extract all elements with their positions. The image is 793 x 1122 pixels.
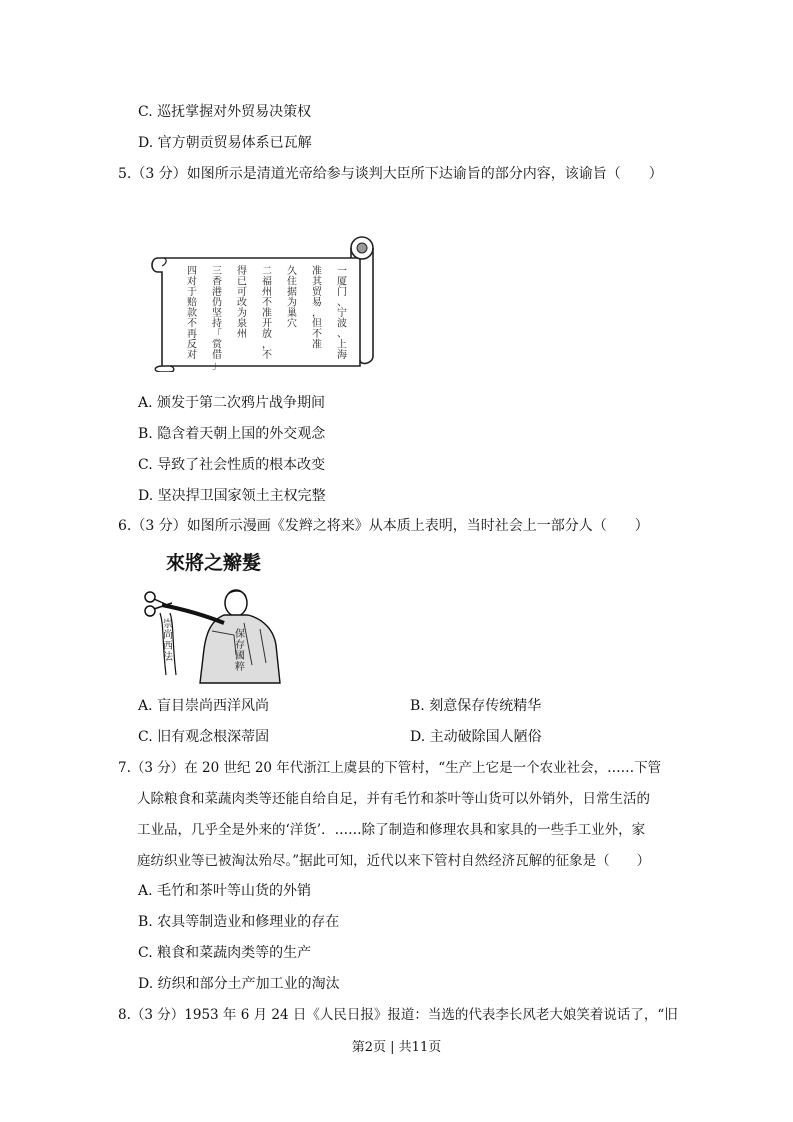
q5-option-c: C. 导致了社会性质的根本改变 <box>138 457 326 473</box>
scroll-column-6: 三香港仍坚持「赏借」 <box>212 266 222 372</box>
scroll-column-1: 一厦门、宁波、上海 <box>337 266 347 361</box>
q6-option-c: C. 旧有观念根深蒂固 <box>138 729 270 745</box>
q6-option-a: A. 盲目崇尚西洋风尚 <box>138 698 270 714</box>
scroll-column-5: 得已可改为泉州 <box>237 266 247 340</box>
q7-option-c: C. 粮食和菜蔬肉类等的生产 <box>138 945 312 961</box>
q6-option-b: B. 刻意保存传统精华 <box>410 698 542 714</box>
q5-option-b: B. 隐含着天朝上国的外交观念 <box>138 426 326 442</box>
q5-option-d: D. 坚决捍卫国家领土主权完整 <box>138 488 326 504</box>
q5-stem: 5.（3 分）如图所示是清道光帝给参与谈判大臣所下达谕旨的部分内容，该谕旨（ ） <box>118 166 663 182</box>
q5-scroll-image <box>148 236 376 372</box>
cartoon-label-guocui: 保存國粹 <box>235 629 245 673</box>
q7-line-2: 人除粮食和菜蔬肉类等还能自给自足，并有毛竹和茶叶等山货可以外销外，日常生活的 <box>137 791 650 807</box>
scroll-column-7: 四对于赔款不再反对 <box>187 266 197 361</box>
q6-stem: 6.（3 分）如图所示漫画《发辫之将来》从本质上表明，当时社会上一部分人（ ） <box>118 518 649 534</box>
scroll-column-3: 久住据为巢穴 <box>287 266 297 330</box>
q7-line-4: 庭纺织业等已被淘汰殆尽。”据此可知，近代以来下管村自然经济瓦解的征象是（ ） <box>137 853 651 869</box>
cartoon-title: 來將之辮髮 <box>166 552 262 574</box>
q6-option-d: D. 主动破除国人陋俗 <box>410 729 542 745</box>
scroll-column-4: 二福州不准开放，不 <box>262 266 272 361</box>
q7-option-b: B. 农具等制造业和修理业的存在 <box>138 914 340 930</box>
q7-option-a: A. 毛竹和茶叶等山货的外销 <box>138 883 312 899</box>
q4-option-d: D. 官方朝贡贸易体系已瓦解 <box>138 135 312 151</box>
q5-option-a: A. 颁发于第二次鸦片战争期间 <box>138 395 326 411</box>
q6-cartoon-image <box>140 545 312 685</box>
cartoon-label-west: 崇尚西法 <box>163 619 173 663</box>
scroll-column-2: 准其贸易，但不准 <box>312 266 322 351</box>
page-footer: 第2页 | 共11页 <box>351 1040 442 1055</box>
q4-option-c: C. 巡抚掌握对外贸易决策权 <box>138 104 312 120</box>
q7-line-3: 工业品，几乎全是外来的‘洋货’．……除了制造和修理农具和家具的一些手工业外，家 <box>137 822 646 838</box>
q7-option-d: D. 纺织和部分土产加工业的淘汰 <box>138 976 340 992</box>
q7-line-1: 7.（3 分）在 20 世纪 20 年代浙江上虞县的下管村，“生产上它是一个农业社会，……下管 <box>118 760 662 776</box>
q8-stem: 8.（3 分）1953 年 6 月 24 日《人民日报》报道：当选的代表李长风老大娘笑着说话了，“旧 <box>118 1007 678 1023</box>
